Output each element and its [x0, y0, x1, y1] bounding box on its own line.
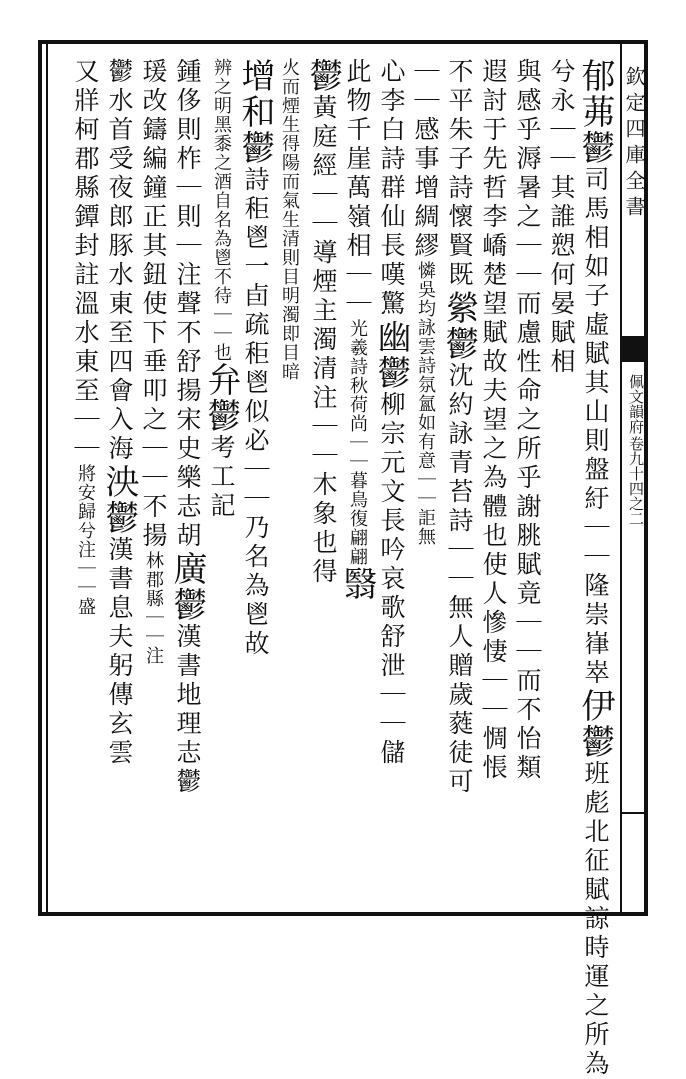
body-text: 則盤紆｜｜隆崇嵂崒	[581, 427, 610, 688]
section-title: 佩文韻府	[627, 374, 645, 434]
text-column	[304, 58, 342, 898]
headword: 翳	[337, 566, 377, 602]
text-column	[100, 58, 138, 898]
body-text: 心李白詩群仙長嘆驚	[377, 58, 406, 319]
text-column	[474, 58, 512, 898]
body-text: 此物千崖萬嶺相｜｜	[343, 58, 372, 319]
body-text: 詩秬鬯一卣疏秬鬯似必｜｜乃名為鬯故	[241, 166, 270, 659]
headword: 郁	[575, 58, 615, 94]
text-column	[168, 58, 206, 898]
body-text: 班彪北征賦諒時運之所為	[581, 760, 610, 1079]
margin-tick	[622, 812, 646, 814]
text-column	[406, 58, 444, 898]
headword: 茀鬱	[575, 94, 615, 166]
text-column	[508, 58, 546, 898]
page-margin-strip	[620, 44, 646, 912]
body-text: 不平朱子詩懷賢既	[445, 58, 474, 290]
fishtail-mark	[622, 336, 646, 362]
text-column	[542, 58, 580, 898]
body-text: 遐討于先哲李嶠楚望賦故夫望之為體也使人慘悽｜｜惆悵	[479, 58, 508, 783]
body-text: 考工記	[207, 434, 236, 521]
body-text: 漢書息夫躬傳玄雲	[105, 536, 134, 768]
text-column	[66, 58, 104, 898]
headword: 鬱	[303, 58, 343, 94]
annotation-text: 將安歸兮注｜｜盛	[75, 464, 96, 616]
inner-rule	[46, 44, 48, 912]
text-column	[338, 58, 376, 898]
annotation-text: 光羲詩秋荷尚｜｜暮鳥復翩翩	[347, 319, 368, 566]
body-text: ｜｜感事增綢繆	[411, 58, 440, 261]
volume-number: 卷九十四之二	[627, 436, 645, 526]
headword: 泱鬱	[99, 464, 139, 536]
annotation-text: 憐吳均詠雲詩氛氳如有意｜｜詎無	[415, 261, 436, 546]
body-text: 又牂柯郡縣鐔封註溫水東至｜｜	[71, 58, 100, 464]
headword: 幽鬱	[371, 319, 411, 391]
body-text: 黃庭經｜｜導煙主濁清注｜｜木象也得	[309, 94, 338, 587]
body-text: 柳宗元文長吟哀歌舒泄｜｜儲	[377, 391, 406, 768]
headword: 伊鬱	[575, 688, 615, 760]
headword: 廣鬱	[167, 551, 207, 623]
text-column	[440, 58, 478, 898]
headword: 增	[235, 58, 275, 94]
body-text: 漢書地理志鬱	[173, 623, 202, 797]
headword: 和鬱	[235, 94, 275, 166]
body-text: 沈約詠青苔詩｜｜無人贈歲蕤徒可	[445, 362, 474, 797]
text-column	[134, 58, 172, 898]
text-column	[372, 58, 410, 898]
headword: 弁鬱	[201, 362, 241, 434]
text-column	[202, 58, 240, 898]
body-text: 鍾侈則柞｜則｜注聲不舒揚宋史樂志胡	[173, 58, 202, 551]
body-text: 鬱水首受夜郎豚水東至四會入海	[105, 58, 134, 464]
text-column	[236, 58, 274, 898]
text-column	[270, 58, 308, 898]
body-text: 瑗改鑄編鐘正其鈕使下垂叩之｜｜不揚	[139, 58, 168, 551]
text-column	[575, 58, 615, 1079]
book-title: 欽定四庫全書	[622, 66, 646, 222]
body-text: 司馬相如子虛賦其山	[581, 166, 610, 427]
headword: 縈鬱	[439, 290, 479, 362]
body-text: 兮永｜｜其誰愬何晏賦相	[547, 58, 576, 377]
annotation-text: 辨之明黑黍之酒自名為鬯不待｜｜也	[211, 58, 232, 362]
annotation-text: 火而煙生得陽而氣生清則目明濁即目暗	[279, 58, 300, 381]
annotation-text: 林郡縣｜｜注	[143, 551, 164, 665]
body-text: 與感乎溽暑之｜｜而慮性命之所乎謝脁賦竟｜｜而不怡類	[513, 58, 542, 783]
